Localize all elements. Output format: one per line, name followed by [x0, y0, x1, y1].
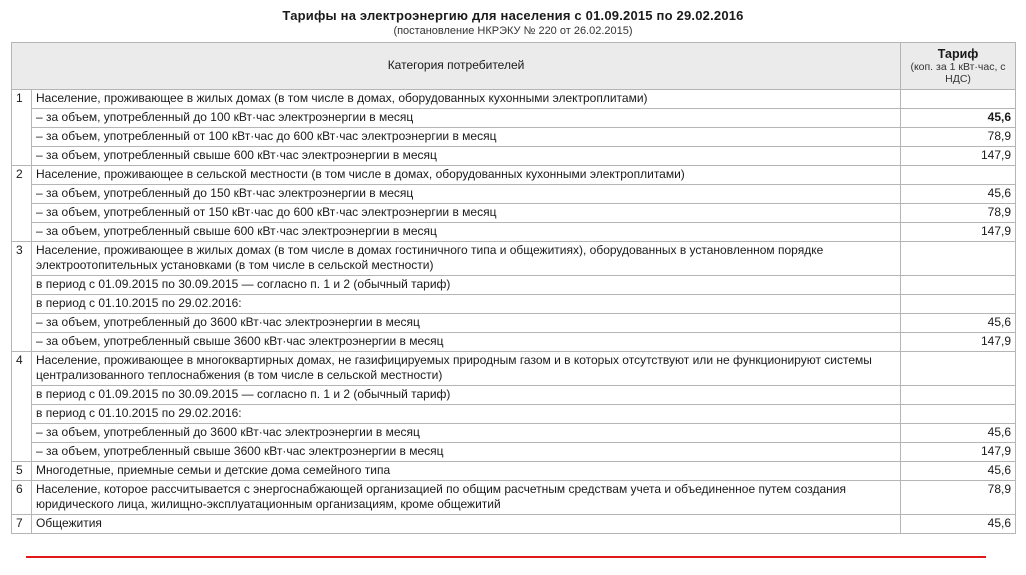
category-cell: Население, проживающее в многоквартирных домах, не газифицируемых природным газом и в которых отсутствуют или не функционируют системы централизованного теплоснабжения (в том числе в сельской местности) — [32, 352, 901, 386]
tariff-value-cell — [901, 405, 1016, 424]
table-row — [12, 185, 1016, 204]
category-cell: – за объем, употребленный свыше 3600 кВт·час электроэнергии в месяц — [32, 443, 901, 462]
category-cell: – за объем, употребленный от 150 кВт·час до 600 кВт·час электроэнергии в месяц — [32, 204, 901, 223]
tariff-value-cell: 147,9 — [901, 223, 1016, 242]
category-cell: в период с 01.09.2015 по 30.09.2015 — согласно п. 1 и 2 (обычный тариф) — [32, 276, 901, 295]
tariff-value-cell — [901, 386, 1016, 405]
category-cell: – за объем, употребленный свыше 600 кВт·час электроэнергии в месяц — [32, 147, 901, 166]
category-cell: – за объем, употребленный до 3600 кВт·час электроэнергии в месяц — [32, 424, 901, 443]
tariff-value-cell: 147,9 — [901, 443, 1016, 462]
table-row — [12, 352, 1016, 386]
row-number: 2 — [12, 166, 32, 242]
tariff-value-cell — [901, 166, 1016, 185]
category-cell: – за объем, употребленный до 100 кВт·час электроэнергии в месяц — [32, 109, 901, 128]
row-number: 7 — [12, 515, 32, 534]
tariff-value-cell: 45,6 — [901, 462, 1016, 481]
table-header-row — [12, 43, 1016, 90]
tariff-value-cell — [901, 276, 1016, 295]
table-row — [12, 462, 1016, 481]
table-row — [12, 109, 1016, 128]
table-row — [12, 90, 1016, 109]
table-row — [12, 242, 1016, 276]
tariff-header-title: Тариф — [937, 46, 979, 61]
tariff-value-cell: 45,6 — [901, 424, 1016, 443]
table-row — [12, 424, 1016, 443]
table-row — [12, 204, 1016, 223]
row-number: 4 — [12, 352, 32, 462]
category-cell: Население, проживающее в жилых домах (в том числе в домах гостиничного типа и общежитиях), оборудованных в установленном порядке электроотопительных установками (в том числе в сельской местности) — [32, 242, 901, 276]
category-cell: – за объем, употребленный от 100 кВт·час до 600 кВт·час электроэнергии в месяц — [32, 128, 901, 147]
tariff-value-cell: 45,6 — [901, 109, 1016, 128]
table-row — [12, 405, 1016, 424]
table-row — [12, 166, 1016, 185]
column-header-tariff — [901, 43, 1016, 90]
column-header-category: Категория потребителей — [12, 43, 901, 90]
table-row — [12, 386, 1016, 405]
table-row — [12, 276, 1016, 295]
category-cell: Население, проживающее в сельской местности (в том числе в домах, оборудованных кухонными электроплитами) — [32, 166, 901, 185]
table-row — [12, 443, 1016, 462]
table-row — [12, 481, 1016, 515]
category-cell: в период с 01.10.2015 по 29.02.2016: — [32, 405, 901, 424]
tariff-value-cell — [901, 242, 1016, 276]
table-row — [12, 333, 1016, 352]
tariff-value-cell: 147,9 — [901, 333, 1016, 352]
tariff-table — [11, 42, 1016, 534]
category-cell: Многодетные, приемные семьи и детские дома семейного типа — [32, 462, 901, 481]
table-row — [12, 314, 1016, 333]
red-underline-annotation — [26, 556, 986, 558]
tariff-value-cell: 45,6 — [901, 185, 1016, 204]
row-number: 5 — [12, 462, 32, 481]
table-row — [12, 128, 1016, 147]
table-row — [12, 295, 1016, 314]
tariff-value-cell — [901, 295, 1016, 314]
category-cell: Население, которое рассчитывается с энергоснабжающей организацией по общим расчетным средствам учета и объединенное путем создания юридического лица, жилищно-эксплуатационным организациям, кроме общежитий — [32, 481, 901, 515]
category-cell: – за объем, употребленный свыше 600 кВт·час электроэнергии в месяц — [32, 223, 901, 242]
category-cell: Население, проживающее в жилых домах (в том числе в домах, оборудованных кухонными электроплитами) — [32, 90, 901, 109]
category-cell: Общежития — [32, 515, 901, 534]
table-row — [12, 223, 1016, 242]
tariff-value-cell: 147,9 — [901, 147, 1016, 166]
table-row — [12, 147, 1016, 166]
tariff-value-cell — [901, 90, 1016, 109]
page-title: Тарифы на электроэнергию для населения с 01.09.2015 по 29.02.2016 — [282, 8, 744, 23]
category-cell: – за объем, употребленный до 150 кВт·час электроэнергии в месяц — [32, 185, 901, 204]
category-cell: в период с 01.10.2015 по 29.02.2016: — [32, 295, 901, 314]
category-cell: в период с 01.09.2015 по 30.09.2015 — согласно п. 1 и 2 (обычный тариф) — [32, 386, 901, 405]
table-row — [12, 515, 1016, 534]
category-cell: – за объем, употребленный до 3600 кВт·час электроэнергии в месяц — [32, 314, 901, 333]
tariff-value-cell: 78,9 — [901, 481, 1016, 515]
row-number: 3 — [12, 242, 32, 352]
tariff-header-unit-note: (коп. за 1 кВт·час, с НДС) — [910, 60, 1006, 85]
row-number: 6 — [12, 481, 32, 515]
tariff-value-cell: 45,6 — [901, 515, 1016, 534]
page-subtitle: (постановление НКРЭКУ № 220 от 26.02.2015) — [393, 25, 633, 37]
tariff-value-cell: 45,6 — [901, 314, 1016, 333]
table-body — [12, 90, 1016, 534]
row-number: 1 — [12, 90, 32, 166]
tariff-value-cell: 78,9 — [901, 204, 1016, 223]
tariff-value-cell: 78,9 — [901, 128, 1016, 147]
category-cell: – за объем, употребленный свыше 3600 кВт·час электроэнергии в месяц — [32, 333, 901, 352]
tariff-value-cell — [901, 352, 1016, 386]
